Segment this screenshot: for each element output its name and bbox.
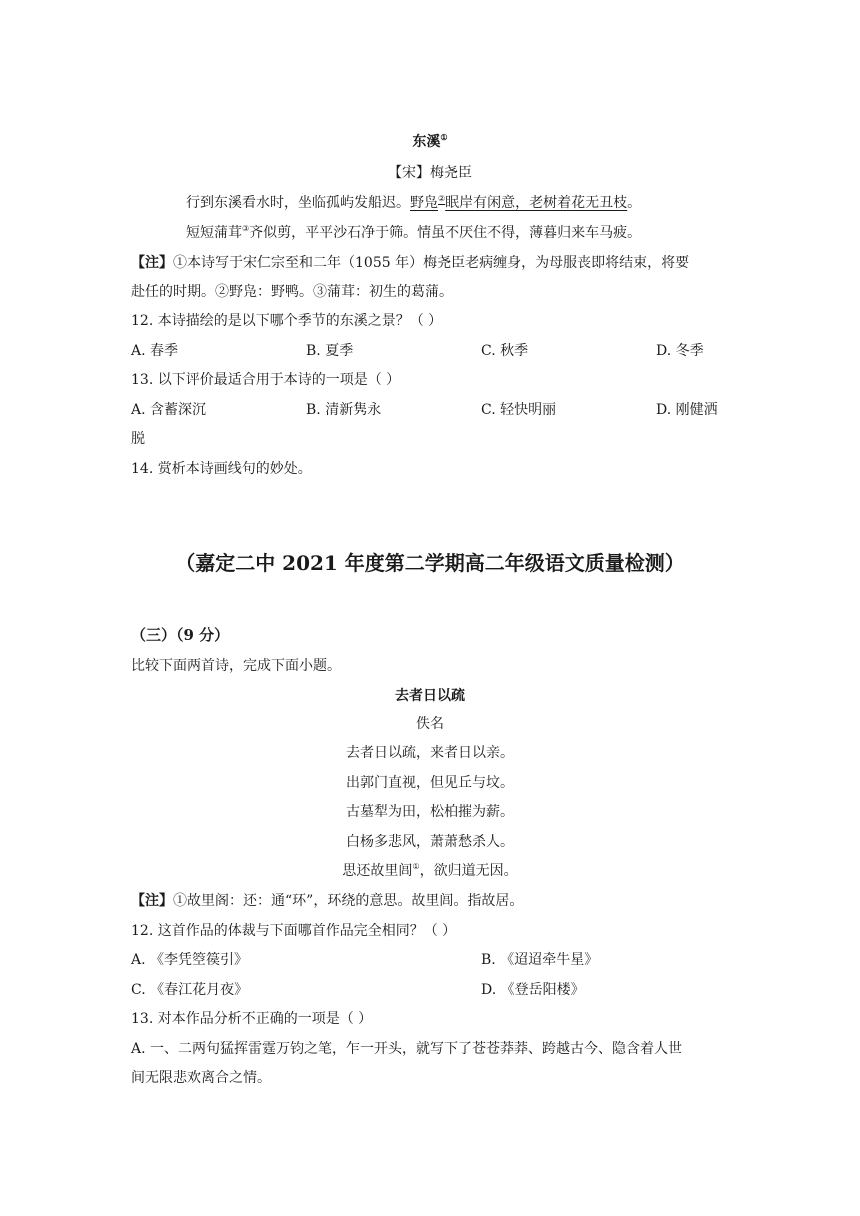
poem1-line1-end: 。 bbox=[627, 195, 642, 211]
poem2-line5-note: ① bbox=[412, 862, 420, 871]
q12a-stem: 12. 本诗描绘的是以下哪个季节的东溪之景？（ ） bbox=[131, 313, 443, 329]
q12a-option-c[interactable]: C. 秋季 bbox=[481, 343, 529, 359]
poem1-title-text: 东溪 bbox=[412, 134, 441, 150]
q13a-option-d-wrap: 脱 bbox=[131, 431, 145, 447]
poem2-line2: 出郭门直视，但见丘与坟。 bbox=[346, 775, 514, 791]
poem1-line1 bbox=[186, 193, 641, 213]
poem1-line2 bbox=[186, 223, 641, 243]
poem2-note bbox=[131, 891, 523, 911]
q13a-option-d[interactable]: D. 刚健洒 bbox=[656, 402, 718, 418]
q12b-stem: 12. 这首作品的体裁与下面哪首作品完全相同？（ ） bbox=[131, 923, 457, 939]
poem1-note-label: 【注】 bbox=[131, 255, 173, 271]
poem1-author: 【宋】梅尧臣 bbox=[388, 165, 472, 181]
poem2-line3: 古墓犁为田，松柏摧为薪。 bbox=[346, 804, 514, 820]
q13a-stem: 13. 以下评价最适合用于本诗的一项是（ ） bbox=[131, 372, 401, 388]
poem2-line5-b: ，欲归道无因。 bbox=[419, 863, 518, 879]
poem1-underlined-1: 野凫 bbox=[410, 195, 438, 211]
poem1-line1-a: 行到东溪看水时，坐临孤屿发船迟。 bbox=[186, 195, 410, 211]
q12b-option-d[interactable]: D. 《登岳阳楼》 bbox=[481, 982, 585, 998]
section-title: （嘉定二中 2021 年度第二学期高二年级语文质量检测） bbox=[175, 551, 685, 575]
intro-text: 比较下面两首诗，完成下面小题。 bbox=[131, 658, 341, 674]
poem2-title: 去者日以疏 bbox=[395, 688, 465, 704]
q13b-stem: 13. 对本作品分析不正确的一项是（ ） bbox=[131, 1011, 373, 1027]
poem2-author: 佚名 bbox=[416, 716, 444, 732]
q12a-option-b[interactable]: B. 夏季 bbox=[306, 343, 354, 359]
q13b-option-a-line1[interactable]: A. 一、二两句猛挥雷霆万钧之笔，乍一开头，就写下了苍苍莽莽、跨越古今、隐含着人世 bbox=[131, 1041, 683, 1057]
poem1-line2-a: 短短蒲茸 bbox=[186, 225, 242, 241]
q12b-option-b[interactable]: B. 《迢迢牵牛星》 bbox=[481, 952, 599, 968]
poem1-underlined-2: 眠岸有闲意，老树着花无丑枝 bbox=[445, 195, 628, 211]
q12a-option-d[interactable]: D. 冬季 bbox=[656, 343, 704, 359]
poem2-line5 bbox=[0, 861, 860, 881]
poem1-line2-b: 齐似剪，平平沙石净于筛。情虽不厌住不得，薄暮归来车马疲。 bbox=[249, 225, 642, 241]
poem1-title-note: ① bbox=[440, 132, 448, 142]
part-label: （三）（9 分） bbox=[131, 626, 230, 644]
q13a-option-b[interactable]: B. 清新隽永 bbox=[306, 402, 382, 418]
poem2-line5-a: 思还故里闾 bbox=[342, 863, 413, 879]
poem2-line1: 去者日以疏，来者日以亲。 bbox=[346, 745, 514, 761]
q12b-option-c[interactable]: C. 《春江花月夜》 bbox=[131, 982, 249, 998]
poem2-note-label: 【注】 bbox=[131, 893, 173, 909]
poem1-note-line1 bbox=[131, 253, 689, 273]
q13a-option-a[interactable]: A. 含蓄深沉 bbox=[131, 402, 207, 418]
poem2-note-text: ①故里阁：还：通“环”，环绕的意思。故里闾。指故居。 bbox=[173, 893, 524, 909]
poem1-note-line2: 赴任的时期。②野凫：野鸭。③蒲茸：初生的葛蒲。 bbox=[131, 284, 453, 300]
poem1-note-text1: ①本诗写于宋仁宗至和二年（1055 年）梅尧臣老病缠身，为母服丧即将结束，将要 bbox=[173, 255, 690, 271]
poem2-line4: 白杨多悲风，萧萧愁杀人。 bbox=[346, 834, 514, 850]
q14a-stem: 14. 赏析本诗画线句的妙处。 bbox=[131, 461, 312, 477]
q12a-option-a[interactable]: A. 春季 bbox=[131, 343, 179, 359]
q12b-option-a[interactable]: A. 《李凭箜篌引》 bbox=[131, 952, 249, 968]
q13b-option-a-line2: 间无限悲欢离合之情。 bbox=[131, 1070, 271, 1086]
poem1-title bbox=[0, 132, 860, 152]
poem1-line2-note: ③ bbox=[242, 224, 250, 233]
poem1-line1-note: ② bbox=[438, 194, 446, 203]
q13a-option-c[interactable]: C. 轻快明丽 bbox=[481, 402, 557, 418]
